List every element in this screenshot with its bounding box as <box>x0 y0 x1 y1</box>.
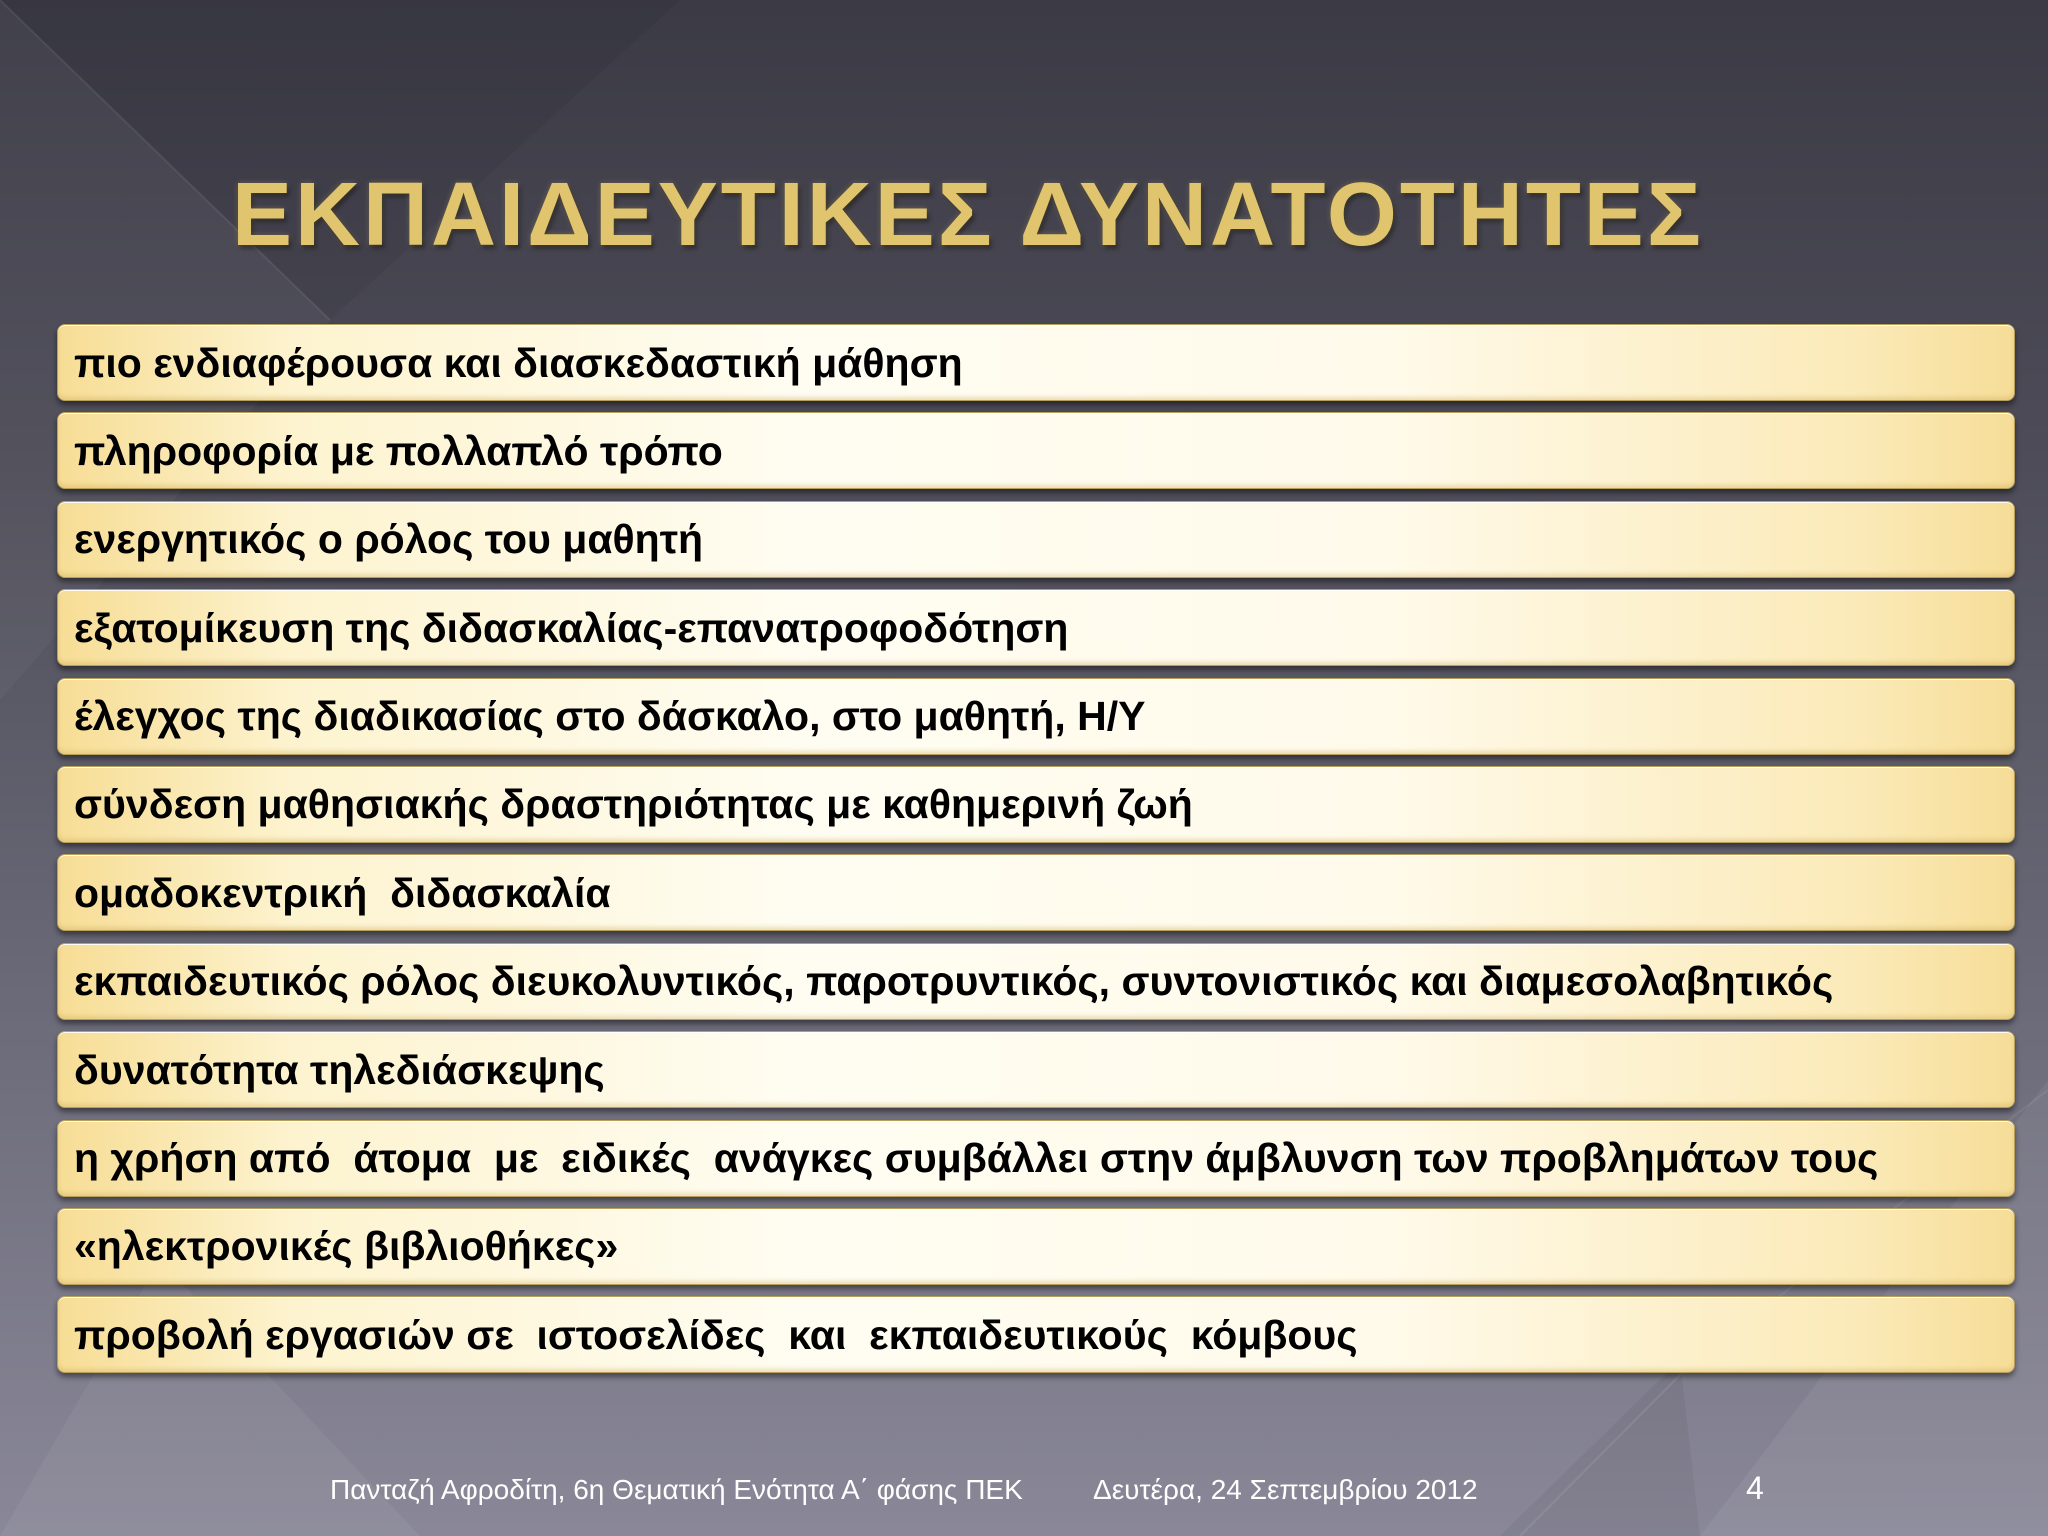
list-item <box>57 1031 2015 1108</box>
list-item-text: εκπαιδευτικός ρόλος διευκολυντικός, παροτρυντικός, συντονιστικός και διαμεσολαβητικός <box>74 958 1834 1005</box>
list-item-text: εξατομίκευση της διδασκαλίας-επανατροφοδότηση <box>74 604 1069 651</box>
list-item <box>57 1120 2015 1197</box>
page-number: 4 <box>1746 1470 1764 1506</box>
list-item <box>57 766 2015 843</box>
list-item-text: έλεγχος της διαδικασίας στο δάσκαλο, στο μαθητή, Η/Υ <box>74 693 1146 740</box>
list-item-text: σύνδεση μαθησιακής δραστηριότητας με καθημερινή ζωή <box>74 781 1193 828</box>
list-item <box>57 412 2015 489</box>
list-item-text: δυνατότητα τηλεδιάσκεψης <box>74 1046 605 1093</box>
list-item <box>57 589 2015 666</box>
footer-author: Πανταζή Αφροδίτη, 6η Θεματική Ενότητα Α΄ φάσης ΠΕΚ <box>330 1474 1023 1505</box>
list-item-text: πληροφορία με πολλαπλό τρόπο <box>74 427 723 474</box>
list-item <box>57 1208 2015 1285</box>
list-item-text: η χρήση από άτομα με ειδικές ανάγκες συμβάλλει στην άμβλυνση των προβλημάτων τους <box>74 1135 1879 1182</box>
slide-title: ΕΚΠΑΙΔΕΥΤΙΚΕΣ ΔΥΝΑΤΟΤΗΤΕΣ <box>232 165 1704 265</box>
list-item <box>57 1296 2015 1373</box>
list-item <box>57 943 2015 1020</box>
list-item-text: πιο ενδιαφέρουσα και διασκεδαστική μάθηση <box>74 339 963 386</box>
list-item-text: «ηλεκτρονικές βιβλιοθήκες» <box>74 1223 619 1270</box>
list-item <box>57 854 2015 931</box>
list-item <box>57 324 2015 401</box>
footer-date: Δευτέρα, 24 Σεπτεμβρίου 2012 <box>1093 1474 1478 1505</box>
capabilities-list <box>57 324 2015 1385</box>
list-item <box>57 501 2015 578</box>
list-item-text: ενεργητικός ο ρόλος του μαθητή <box>74 516 704 563</box>
list-item-text: προβολή εργασιών σε ιστοσελίδες και εκπαιδευτικούς κόμβους <box>74 1311 1358 1358</box>
list-item-text: ομαδοκεντρική διδασκαλία <box>74 869 611 916</box>
list-item <box>57 678 2015 755</box>
